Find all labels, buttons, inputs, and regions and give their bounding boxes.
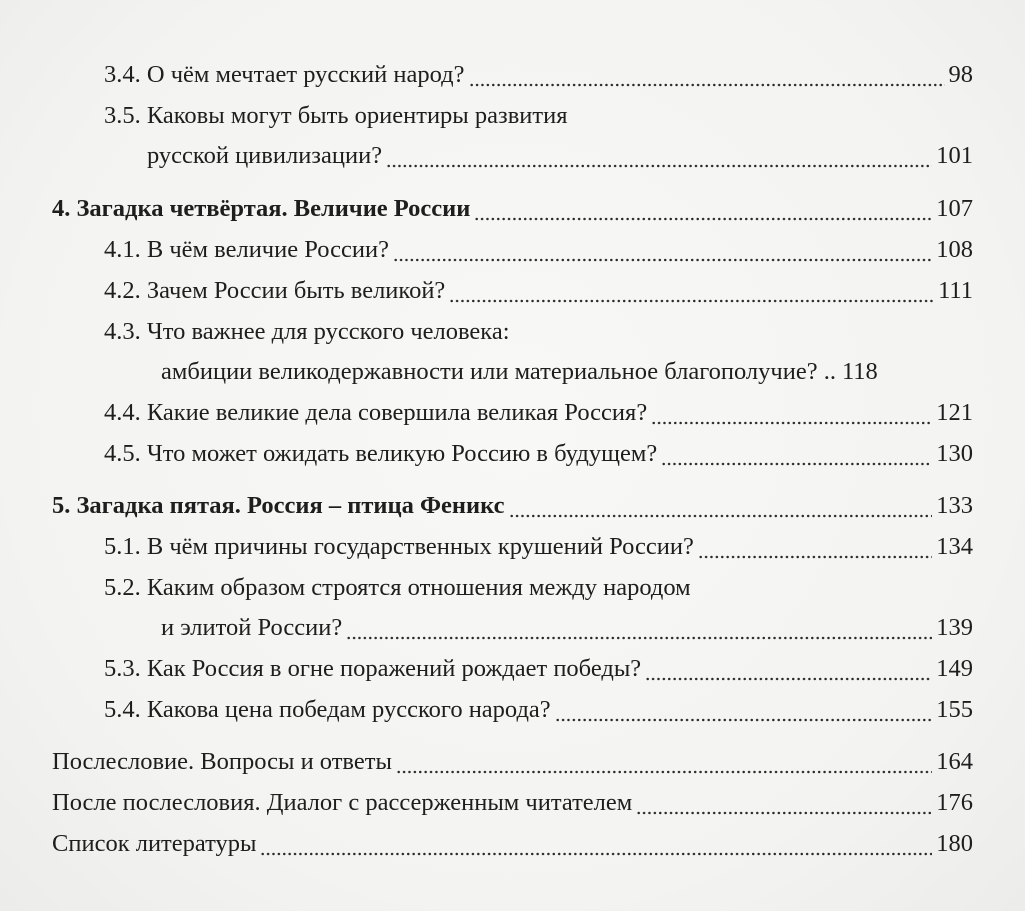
toc-entry-title: 3.4. О чём мечтает русский народ? xyxy=(104,61,465,88)
dot-leader xyxy=(386,146,932,168)
toc-entry-4-2 xyxy=(104,276,973,306)
toc-entry-title: 5.1. В чём причины государственных крушений России? xyxy=(104,533,694,560)
toc-entry-4-3 xyxy=(161,357,973,387)
dot-leader xyxy=(469,65,945,87)
toc-page-number: 149 xyxy=(936,655,973,682)
toc-page-number: 139 xyxy=(936,614,973,641)
toc-entry-title: После послесловия. Диалог с рассерженным читателем xyxy=(52,789,633,816)
dot-leader xyxy=(396,752,932,774)
toc-entry-5-3 xyxy=(104,654,973,684)
toc-entry-4-3-line1: 4.3. Что важнее для русского человека: xyxy=(104,318,510,345)
toc-entry-title: 4.4. Какие великие дела совершила великая Россия? xyxy=(104,399,648,426)
dot-leader xyxy=(509,496,933,518)
toc-entry-title: русской цивилизации? xyxy=(147,142,383,169)
toc-page-number: 108 xyxy=(936,236,973,263)
toc-page-number: 121 xyxy=(936,399,973,426)
toc-entry-3-4 xyxy=(104,60,973,90)
toc-entry-title: Список литературы xyxy=(52,830,257,857)
toc-chapter-5 xyxy=(52,491,973,521)
toc-entry-title: 4.1. В чём величие России? xyxy=(104,236,389,263)
toc-page-number: 180 xyxy=(936,830,973,857)
toc-page-number: 118 xyxy=(841,358,878,385)
toc-entry-title: 5.4. Какова цена победам русского народа? xyxy=(104,696,551,723)
toc-entry-5-2 xyxy=(161,613,973,643)
toc-entry-4-5 xyxy=(104,439,973,469)
toc-entry-title: амбиции великодержавности или материальное благополучие? .. xyxy=(161,358,836,385)
dot-leader xyxy=(393,240,932,262)
dot-leader xyxy=(346,618,932,640)
toc-entry-4-1 xyxy=(104,235,973,265)
dot-leader xyxy=(449,281,934,303)
toc-entry-3-5 xyxy=(147,141,973,171)
toc-entry-4-4 xyxy=(104,398,973,428)
toc-entry-title: 5.3. Как Россия в огне поражений рождает победы? xyxy=(104,655,642,682)
dot-leader xyxy=(474,199,932,221)
toc-chapter-title: 4. Загадка четвёртая. Величие России xyxy=(52,195,471,222)
toc-page-number: 134 xyxy=(936,533,973,560)
toc-page-number: 133 xyxy=(936,492,973,519)
toc-page-number: 155 xyxy=(936,696,973,723)
toc-chapter-title: 5. Загадка пятая. Россия – птица Феникс xyxy=(52,492,505,519)
toc-afterword xyxy=(52,747,973,777)
toc-entry-5-2-line1: 5.2. Каким образом строятся отношения между народом xyxy=(104,574,691,601)
dot-leader xyxy=(636,793,932,815)
toc-entry-title: 4.2. Зачем России быть великой? xyxy=(104,277,446,304)
toc-bibliography xyxy=(52,829,973,859)
dot-leader xyxy=(651,403,932,425)
toc-entry-title: 4.5. Что может ожидать великую Россию в будущем? xyxy=(104,440,658,467)
dot-leader xyxy=(555,700,933,722)
toc-after-afterword xyxy=(52,788,973,818)
toc-entry-5-1 xyxy=(104,532,973,562)
toc-entry-title: Послесловие. Вопросы и ответы xyxy=(52,748,392,775)
toc-page-number: 98 xyxy=(948,61,973,88)
toc-page-number: 107 xyxy=(936,195,973,222)
toc-page-number: 164 xyxy=(936,748,973,775)
toc-page-number: 130 xyxy=(936,440,973,467)
toc-chapter-4 xyxy=(52,194,973,224)
toc-page-number: 101 xyxy=(936,142,973,169)
toc-page-number: 111 xyxy=(938,277,973,304)
toc-entry-5-4 xyxy=(104,695,973,725)
dot-leader xyxy=(645,659,932,681)
toc-entry-title: и элитой России? xyxy=(161,614,343,641)
dot-leader xyxy=(260,834,932,856)
dot-leader xyxy=(698,537,932,559)
dot-leader xyxy=(661,444,932,466)
toc-page-number: 176 xyxy=(936,789,973,816)
toc-entry-3-5-line1: 3.5. Каковы могут быть ориентиры развития xyxy=(104,102,568,129)
